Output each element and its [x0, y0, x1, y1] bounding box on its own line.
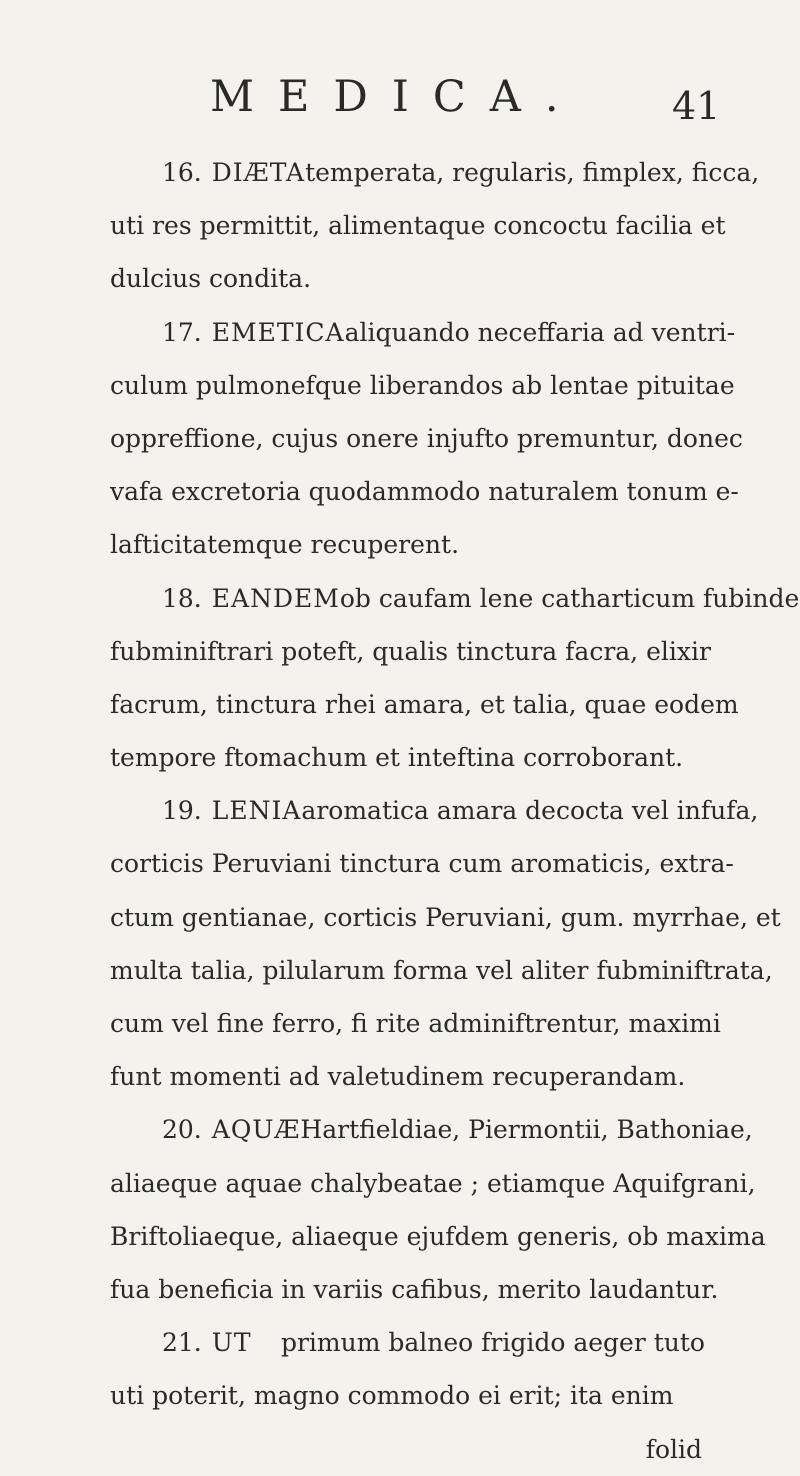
- paragraph-keyword: UT: [211, 1328, 252, 1358]
- paragraph-number: 17.: [162, 317, 202, 347]
- paragraph-number: 21.: [162, 1328, 202, 1358]
- paragraph-number: 20.: [162, 1115, 202, 1145]
- text-line: uti poterit, magno commodo ei erit; ita enim: [110, 1381, 674, 1411]
- text-line: ctum gentianae, corticis Peruviani, gum. myrrhae, et: [110, 902, 781, 932]
- text-line: corticis Peruviani tinctura cum aromaticis, extra-: [110, 849, 734, 879]
- paragraph-21-line-1: [110, 1316, 705, 1369]
- paragraph-18-line-1: [110, 572, 800, 625]
- text-line: aliquando neceffaria ad ventri-: [344, 317, 736, 347]
- text-line: multa talia, pilularum forma vel aliter fubminiftrata,: [110, 955, 773, 985]
- text-line: uti res permittit, alimentaque concoctu facilia et: [110, 211, 726, 241]
- paragraph-keyword: AQUÆ: [211, 1115, 301, 1145]
- paragraph-16-line-1: [110, 146, 760, 199]
- paragraph-keyword: EMETICA: [211, 317, 345, 347]
- paragraph-number: 19.: [162, 796, 202, 826]
- text-line: culum pulmonefque liberandos ab lentae pituitae: [110, 370, 735, 400]
- text-line: temperata, regularis, fimplex, ficca,: [305, 158, 760, 187]
- text-line: cum vel fine ferro, fi rite adminiftrentur, maximi: [110, 1009, 721, 1038]
- text-line: funt momenti ad valetudinem recuperandam.: [110, 1062, 686, 1092]
- text-line: dulcius condita.: [110, 264, 312, 294]
- paragraph-17-line-1: [110, 306, 736, 359]
- text-line: aromatica amara decocta vel infufa,: [301, 796, 759, 826]
- paragraph-keyword: EANDEM: [211, 583, 340, 613]
- paragraph-number: 16.: [162, 158, 202, 187]
- text-line: ob caufam lene catharticum fubinde: [339, 583, 800, 613]
- text-line: aliaeque aquae chalybeatae ; etiamque Aquifgrani,: [110, 1168, 756, 1198]
- text-line: fua beneficia in variis cafibus, merito laudantur.: [110, 1274, 719, 1304]
- paragraph-20-line-1: [110, 1103, 753, 1156]
- paragraph-19-line-1: [110, 784, 759, 837]
- text-line: Briftoliaeque, aliaeque ejufdem generis, ob maxima: [110, 1221, 766, 1251]
- catchword-line: [110, 1423, 705, 1476]
- text-line: lafticitatemque recuperent.: [110, 530, 460, 560]
- page-number: 41: [672, 84, 721, 128]
- text-line: tempore ftomachum et inteftina corroborant.: [110, 743, 684, 773]
- running-title: MEDICA.: [210, 72, 583, 122]
- page-body: [110, 146, 800, 1476]
- paragraph-number: 18.: [162, 583, 202, 613]
- text-line: oppreffione, cujus onere injufto premuntur, donec: [110, 423, 743, 453]
- paragraph-keyword: DIÆTA: [211, 158, 306, 187]
- text-line: fubminiftrari poteft, qualis tinctura facra, elixir: [110, 636, 711, 666]
- text-line: vafa excretoria quodammodo naturalem tonum e-: [110, 477, 739, 507]
- text-line: Hartfieldiae, Piermontii, Bathoniae,: [300, 1115, 753, 1145]
- text-line: primum balneo frigido aeger tuto: [280, 1328, 705, 1358]
- catchword: folid: [645, 1434, 702, 1464]
- paragraph-keyword: LENIA: [211, 796, 302, 826]
- page-header: [0, 72, 800, 132]
- text-line: facrum, tinctura rhei amara, et talia, quae eodem: [110, 689, 739, 719]
